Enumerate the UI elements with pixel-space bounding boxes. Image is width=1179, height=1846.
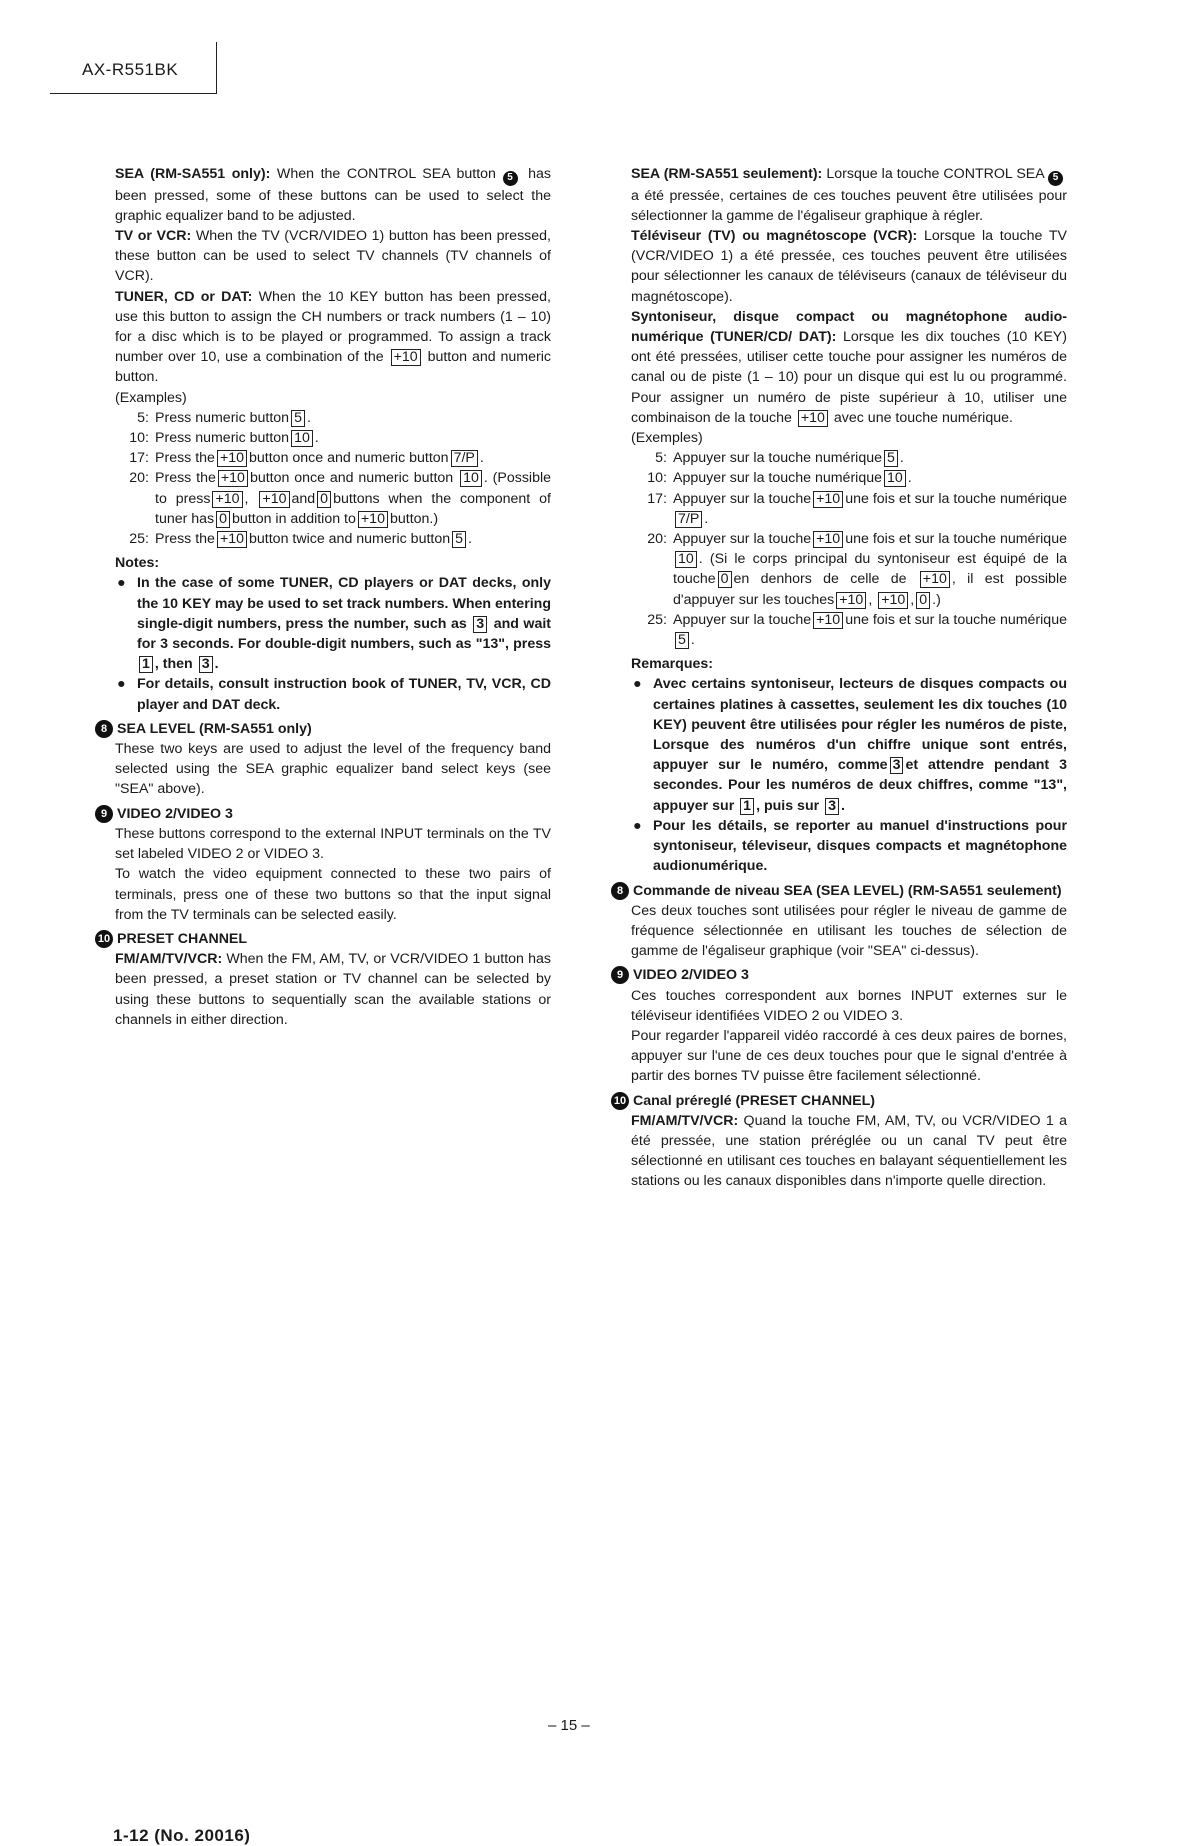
section-9-text-2: To watch the video equipment connected to these two pairs of terminals, press one of these two buttons so that the input signal from the TV terminals can be selected easily. [115,866,551,923]
section-9-text-1-fr: Ces touches correspondent aux bornes INPUT externes sur le téléviseur identifiées VIDEO 2 ou VIDEO 3. [631,987,1067,1024]
key-plus10: +10 [813,491,843,508]
key-plus10: +10 [813,531,843,548]
circled-8-icon: 8 [611,882,629,900]
tuner-paragraph-fr: Syntoniseur, disque compact ou magnétophone audio-numérique (TUNER/CD/ DAT): Lorsque les dix touches (10 KEY) ont été pressées, utiliser cette touche pour assigner les numéros de canal ou de piste (1 – 10) pour un disque qui est lu ou programmé. Pour assigner un numéro de piste supérieur à 10, utiliser une combinaison de la touche +10 avec une touche numérique. [631,308,1067,426]
section-9-text-1: These buttons correspond to the external INPUT terminals on the TV set labeled VIDEO 2 or VIDEO 3. [115,825,551,863]
example-17: 17: Press the +10 button once and numeric button 7/P . [129,450,484,467]
key-10: 10 [675,551,697,568]
key-plus10: +10 [813,612,843,629]
key-5: 5 [675,632,689,649]
header-rule-horizontal [50,93,217,94]
key-3: 3 [890,757,904,774]
section-10-text: FM/AM/TV/VCR: When the FM, AM, TV, or VCR/VIDEO 1 button has been pressed, a preset station or TV channel can be selected by using these buttons to sequentially scan the available stations or channels in either direction. [115,951,551,1028]
key-0: 0 [916,592,930,609]
tv-paragraph-fr: Téléviseur (TV) ou magnétoscope (VCR): Lorsque la touche TV (VCR/VIDEO 1) a été pressée, ces touches peuvent être utilisées pour sélectionner les canaux de téléviseurs (canaux de téléviseur du magnétoscope). [631,228,1067,305]
notes-heading: Notes: [115,555,160,572]
section-8-text-fr: Ces deux touches sont utilisées pour régler le niveau de gamme de fréquence sélectionnée en utilisant les touches de sélection de gamme de l'égaliseur graphique (voir "SEA" ci-dessus). [631,902,1067,960]
circled-9-icon: 9 [611,966,629,984]
key-plus10: +10 [836,592,866,609]
key-1: 1 [139,656,153,673]
section-9-text-2-fr: Pour regarder l'appareil vidéo raccordé à ces deux paires de bornes, appuyer sur l'une de ces deux touches pour que le signal d'entrée à partir des bornes TV puisse être facilement sélectionné. [631,1027,1067,1085]
key-plus10: +10 [212,491,242,508]
footer-code: 1-12 (No. 20016) [113,1826,251,1845]
circled-10-icon: 10 [95,930,113,948]
circled-5-icon: 5 [503,171,518,186]
key-10: 10 [291,430,313,447]
french-column [613,164,1067,1192]
section-9-heading-fr: 9 VIDEO 2/VIDEO 3 [631,965,1067,985]
example-25-fr: 25: Appuyer sur la touche +10 une fois et sur la touche numérique5 . [647,611,1067,649]
key-10: 10 [884,470,906,487]
example-20-fr: 20: Appuyer sur la touche +10 une fois et sur la touche numérique 10 . (Si le corps principal du syntoniseur est équipé de la touche 0 en denhors de celle de +10 , il est possible d'appuyer sur les touches +10 , +10 , 0 .) [647,531,1067,608]
tuner-label: TUNER, CD or DAT: [115,288,253,305]
page-number: – 15 – [548,1717,590,1734]
key-plus10: +10 [217,450,247,467]
example-17-fr: 17: Appuyer sur la touche +10 une fois et sur la touche numérique7/P . [647,490,1067,527]
section-10-heading: 10 PRESET CHANNEL [115,929,551,949]
key-plus10: +10 [259,491,289,508]
key-7p: 7/P [451,450,478,467]
key-0: 0 [718,571,732,588]
note-1-fr: ● Avec certains syntoniseur, lecteurs de disques compacts ou certaines platines à cassettes, seulement les dix touches (10 KEY) peuvent être utilisées pour régler les numéros de piste, Lorsque des numéros d'un chiffre unique sont entrés, appuyer sur le numéro, comme 3 et attendre pendant 3 secondes. Pour les numéros de deux chiffres, comme "13", appuyer sur 1 , puis sur 3 . [633,674,1067,815]
tuner-label-fr: Syntoniseur, disque compact ou magnétophone audio-numérique (TUNER/CD/ DAT): [631,308,1067,346]
section-10-text-fr: FM/AM/TV/VCR: Quand la touche FM, AM, TV, ou VCR/VIDEO 1 a été pressée, une station préréglée ou un canal TV peut être sélectionné en utilisant ces touches en balayant séquentiellement les stations ou les canaux disponibles dans n'importe quelle direction. [631,1112,1067,1190]
examples-label-fr: (Exemples) [631,430,703,447]
circled-9-icon: 9 [95,805,113,823]
key-plus10: +10 [217,531,247,548]
example-10: 10: Press numeric button 10 . [129,430,319,447]
tv-label: TV or VCR: [115,228,192,244]
key-plus10: +10 [920,571,950,588]
bullet-icon: ● [633,817,642,834]
key-plus10: +10 [391,349,421,366]
key-0: 0 [317,491,331,508]
example-25: 25: Press the +10 button twice and numeric button 5 . [129,531,472,548]
key-plus10: +10 [358,511,388,528]
key-5: 5 [884,450,898,467]
notes-heading-fr: Remarques: [631,656,714,673]
header-rule-vertical [216,42,217,94]
circled-5-icon: 5 [1048,171,1063,186]
section-8-heading-fr: 8 Commande de niveau SEA (SEA LEVEL) (RM-SA551 seulement) [631,881,1067,901]
tv-label-fr: Téléviseur (TV) ou magnétoscope (VCR): [631,228,918,244]
section-8-heading: 8 SEA LEVEL (RM-SA551 only) [115,719,551,739]
note-2-fr: ● Pour les détails, se reporter au manuel d'instructions pour syntoniseur, téleviseur, disques compacts et magnétophone audionumérique. [633,816,1067,877]
key-3: 3 [473,616,487,633]
note-2: ● For details, consult instruction book of TUNER, TV, VCR, CD player and DAT deck. [117,674,551,714]
key-3: 3 [825,798,839,815]
note-1: ● In the case of some TUNER, CD players or DAT decks, only the 10 KEY may be used to set track numbers. When entering single-digit numbers, press the number, such as 3 and wait for 3 seconds. For double-digit numbers, such as "13", press 1 , then 3 . [117,573,551,674]
example-5: 5: Press numeric button 5 . [137,409,311,426]
section-8-text: These two keys are used to adjust the level of the frequency band selected using the SEA graphic equalizer band select keys (see "SEA" above). [115,741,551,798]
key-1: 1 [740,798,754,815]
examples-label: (Examples) [115,389,187,406]
sea-paragraph-fr: SEA (RM-SA551 seulement): Lorsque la touche CONTROL SEA 5 a été pressée, certaines de ces touches peuvent être utilisées pour sélectionner la gamme de l'égaliseur graphique à régler. [631,166,1067,224]
key-plus10: +10 [218,470,248,487]
key-7p: 7/P [675,511,702,528]
circled-8-icon: 8 [95,720,113,738]
sea-paragraph: SEA (RM-SA551 only): When the CONTROL SEA button 5 has been pressed, some of these buttons can be used to select the graphic equalizer band to be adjusted. [115,166,551,224]
example-5-fr: 5: Appuyer sur la touche numérique 5 . [655,450,904,467]
english-column [97,164,552,1030]
key-plus10: +10 [878,592,908,609]
section-10-heading-fr: 10 Canal préreglé (PRESET CHANNEL) [631,1091,1067,1111]
example-10-fr: 10: Appuyer sur la touche numérique 10 . [647,470,912,487]
sea-label-fr: SEA (RM-SA551 seulement): [631,166,823,182]
tv-paragraph: TV or VCR: When the TV (VCR/VIDEO 1) button has been pressed, these button can be used to select TV channels (TV channels of VCR). [115,228,551,285]
bullet-icon: ● [633,676,642,693]
key-5: 5 [452,531,466,548]
key-plus10: +10 [798,410,828,427]
bullet-icon: ● [117,676,126,693]
model-header: AX-R551BK [82,60,179,79]
key-3: 3 [199,656,213,673]
tuner-paragraph: TUNER, CD or DAT: When the 10 KEY button has been pressed, use this button to assign the CH numbers or track numbers (1 – 10) for a disc which is to be played or programmed. To assign a track number over 10, use a combination of the +10 button and numeric button. [115,288,551,386]
section-9-heading: 9 VIDEO 2/VIDEO 3 [115,804,551,824]
key-10: 10 [460,470,482,487]
bullet-icon: ● [117,575,126,592]
key-0: 0 [216,511,230,528]
key-5: 5 [291,410,305,427]
circled-10-icon: 10 [611,1092,629,1110]
example-20: 20: Press the +10 button once and numeric button 10 . (Possible to press +10 , +10 and 0 buttons when the component of tuner has 0 button in addition to +10 button.) [129,470,551,527]
sea-label: SEA (RM-SA551 only): [115,166,271,182]
